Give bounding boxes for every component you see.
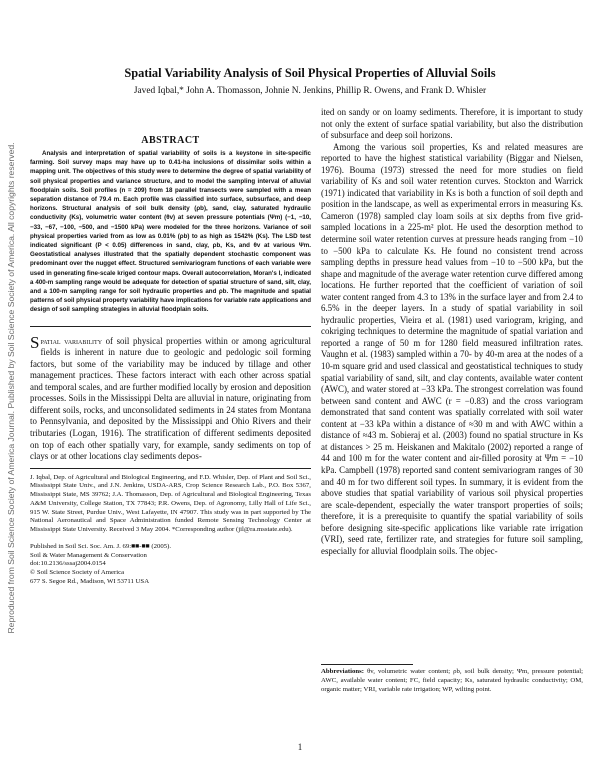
author-list: Javed Iqbal,* John A. Thomasson, Johnie N. Jenkins, Phillip R. Owens, and Frank D. Whisler bbox=[133, 86, 487, 96]
copyright-sidebar bbox=[0, 0, 22, 776]
abstract-text: Analysis and interpretation of spatial variability of soils is a keystone in site-specific farming. Soil survey maps may have up to 0.41-ha inclusions of dissimilar soils within a mapping unit. The objectives of this study were to determine the degree of spatial variability of soil physical properties and variance structure, and to model the sampling interval of alluvial floodplain soils. Soil profiles (n = 209) from 18 parallel transects were sampled with a mean separation distance of 79.4 m. Each profile was classified into surface, subsurface, and deep horizons. Structural analysis of soil bulk density (ρb), sand, clay, saturated hydraulic conductivity (Ks), volumetric water content (θv) at seven pressure potentials (Ψm) (−1, −10, −33, −67, −100, −500, and −1500 kPa) were modeled for the three horizons. Variance of soil physical properties varied from as low as 0.01% (ρb) to as high as 1542% (Ks). The LSD test indicated significant (P < 0.05) differences in sand, clay, ρb, Ks, and θv at various Ψm. Geostatistical analyses illustrated that the spatially dependent stochastic component was predominant over the nugget effect. Structured semivariogram functions of each variable were used in generating fine-scale kriged contour maps. Overall autocorrelation, Moran's I, indicated a 400-m sampling range would be adequate for detection of spatial structure of sand, silt, clay, and a 100-m sampling range for soil hydraulic properties and ρb. The magnitude and spatial patterns of soil physical property variability have implications for variable rate applications and design of soil sampling strategies in alluvial floodplain soils. bbox=[30, 150, 311, 314]
author-affiliations: J. Iqbal, Dep. of Agricultural and Biological Engineering, and F.D. Whisler, Dep. of Plant and Soil Sci., Mississippi State Univ., and J.N. Jenkins, USDA-ARS, Crop Science Research Lab., P.O. Box 5367, Mississippi State, MS 39762; J.A. Thomasson, Dep. of Agricultural and Biological Engineering, Texas A&M University, College Station, TX 77843; P.R. Owens, Dep. of Agronomy, Lilly Hall of Life Sci., 915 W. State Street, Purdue Univ., West Lafayette, IN 47907. This study was in part supported by The National Aeronautical and Space Administration funded Remote Sensing Technology Center at Mississippi State University. Received 3 May 2004. *Corresponding author (jil@ra.msstate.edu). bbox=[30, 473, 311, 534]
publication-line: doi:10.2136/sssaj2004.0154 bbox=[30, 560, 106, 568]
publication-info bbox=[30, 543, 311, 587]
publication-line: Soil & Water Management & Conservation bbox=[30, 551, 147, 559]
abbreviations-label: Abbreviations: bbox=[321, 668, 365, 675]
abbreviations-text: θv, volumetric water content; ρb, soil bulk density; Ψm, pressure potential; AWC, available water content; FC, field capacity; Ks, saturated hydraulic conductivity; OM, organic matter; VRI, variable rate irrigation; WP, wilting point. bbox=[321, 668, 583, 693]
publication-line: Published in Soil Sci. Soc. Am. J. 69:■■-■■ (2005). bbox=[30, 542, 172, 550]
abstract-divider bbox=[30, 326, 311, 327]
abstract-heading: ABSTRACT bbox=[141, 135, 200, 146]
left-column bbox=[30, 135, 311, 586]
drop-cap: S bbox=[30, 332, 40, 352]
page-number: 1 bbox=[297, 742, 303, 752]
abbreviations-footnote bbox=[321, 668, 583, 695]
publication-line: 677 S. Segoe Rd., Madison, WI 53711 USA bbox=[30, 577, 150, 585]
footnote-divider bbox=[30, 468, 311, 469]
body-paragraph: Among the various soil properties, Ks and related measures are reported to have the highest statistical variability (Biggar and Nielsen, 1976). Bouma (1973) stressed the need for more studies on field variability of Ks and soil water retention curves. Stockton and Warrick (1971) indicated that variability in Ks is both a function of soil depth and position in the landscape, as well as experimental errors in measuring Ks. Cameron (1978) sampled clay loam soils at six depths from five grid-sampled locations in a 225-m² plot. He used the desorption method to determine soil water retention curves at pressure heads ranging from −10 to −500 kPa to calculate Ks. He found no consistent trend across sampling depths in pressure head values from −10 to −500 kPa, but the shape and magnitude of the average water retention curve differed among locations. He further reported that the coefficient of variation of soil water content ranged from 4.3 to 13% in the surface layer and from 2.4 to 6.5% in the deeper layers. In a study of spatial variability in soil hydraulic properties, Vieira et al. (1981) used variogram, kriging, and cokriging techniques to determine the magnitude of spatial variation and reported a range of 50 m for 1280 field measured infiltration rates. Vaughn et al. (1983) sampled within a 70- by 40-m area at the nodes of a 10-m square grid and used classical and geostatistical techniques to study spatial variability of sand, silt, and clay contents, available water content (AWC), and water stored at −33 kPa. The strongest correlation was found between sand content and AWC (r = −0.83) and the cross variogram demonstrated that sand content was spatially correlated with soil water content at −33 kPa within a distance of ≈30 m and with AWC within a distance of ≈43 m. Sobieraj et al. (2003) found no spatial structure in Ks at distances > 25 m. Heiskanen and Makitalo (2002) reported a range of 44 and 100 m for the water content and air-filled porosity at Ψm = −10 kPa. Campbell (1978) reported sand content semivariogram ranges of 30 and 40 m for two different soil types. In summary, it is evident from the above studies that spatial variability of various soil physical properties are scale-dependent, especially the water transport properties of soils; therefore, it is a prerequisite to quantify the spatial variability of soils before designing site-specific applications like variable rate irrigation (VRI), seed rate, fertilizer rate, and strategies for future soil sampling, especially for alluvial floodplain soils. The objec- bbox=[321, 141, 583, 556]
intro-text: of soil physical properties within or among agricultural fields is inherent in nature due to geologic and pedologic soil forming factors, but some of the variability may be induced by tillage and other management practices. These factors interact with each other across spatial and temporal scales, and are further modified locally by erosion and deposition processes. Soils in the Mississippi Delta are alluvial in nature, originating from different soils, rocks, and unconsolidated sediments in 24 states from Montana to Pennsylvania, and deposited by the Mississippi and Ohio Rivers and their tributaries (Logan, 1916). The stratification of different sediments deposited on top of each other spatially vary, for example, sandy sediments on top of clays or at other locations clay sediments depos- bbox=[30, 335, 311, 462]
body-paragraph: ited on sandy or on loamy sediments. Therefore, it is important to study not only the extent of surface spatial variability, but also the distribution of subsurface and deep soil horizons. bbox=[321, 107, 583, 141]
abbreviations-divider bbox=[321, 664, 413, 665]
intro-paragraph bbox=[30, 332, 311, 463]
right-column bbox=[321, 107, 583, 557]
copyright-sidebar-text: Reproduced from Soil Science Society of America Journal. Published by Soil Science Society of America. All copyrights reserved. bbox=[6, 142, 16, 634]
paper-title: Spatial Variability Analysis of Soil Physical Properties of Alluvial Soils bbox=[124, 66, 496, 80]
intro-smallcaps: patial variability bbox=[40, 335, 103, 346]
publication-line: © Soil Science Society of America bbox=[30, 569, 125, 577]
